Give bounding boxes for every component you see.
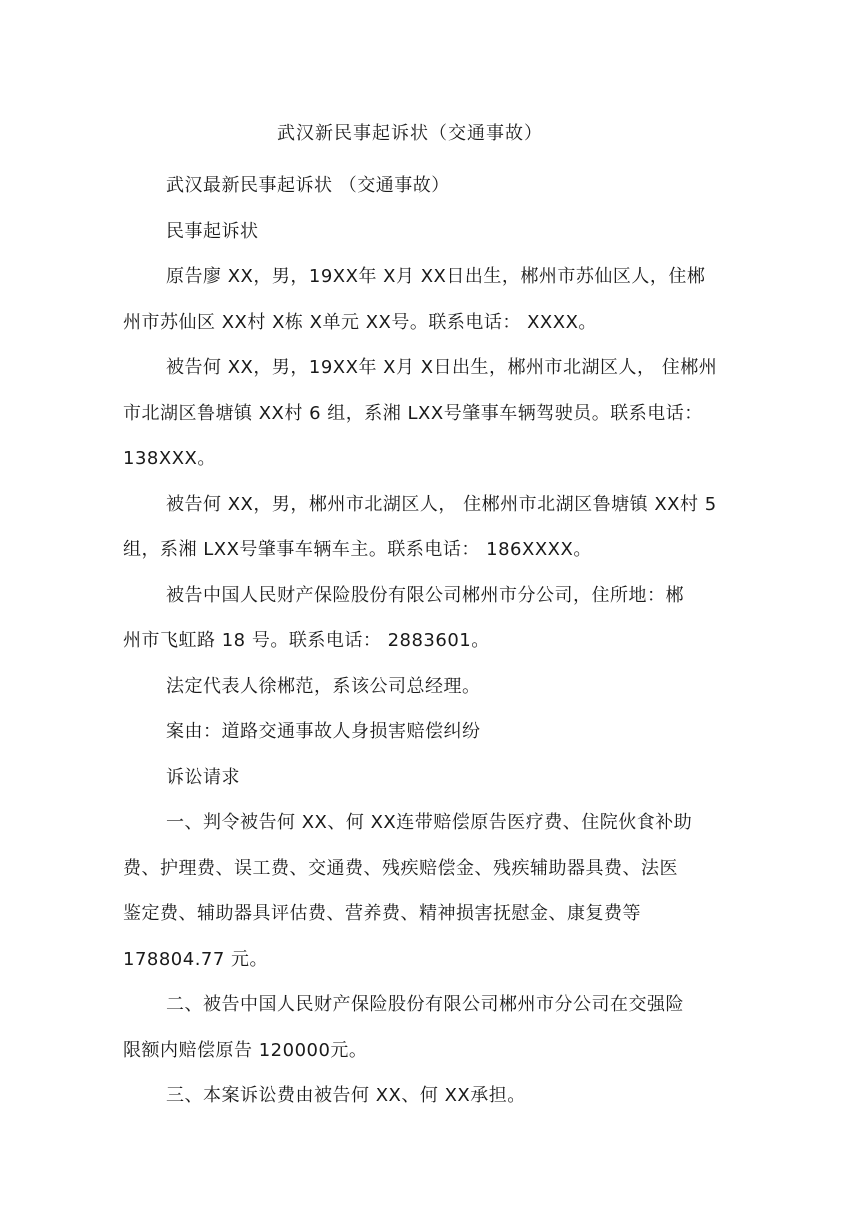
claim1-line-3: 鉴定费、辅助器具评估费、营养费、精神损害抚慰金、康复费等 xyxy=(123,903,641,924)
document-title: 武汉新民事起诉状（交通事故） xyxy=(277,123,543,144)
claim1-line-4: 178804.77 元。 xyxy=(123,949,269,970)
subtitle-line: 武汉最新民事起诉状 （交通事故） xyxy=(166,175,450,196)
heading-line: 民事起诉状 xyxy=(166,221,259,242)
legal-rep-line: 法定代表人徐郴范，系该公司总经理。 xyxy=(166,676,481,697)
claim2-line-2: 限额内赔偿原告 120000元。 xyxy=(123,1040,368,1061)
defendant2-line-1: 被告何 XX，男，郴州市北湖区人， 住郴州市北湖区鲁塘镇 XX村 5 xyxy=(166,494,717,515)
case-cause-line: 案由：道路交通事故人身损害赔偿纠纷 xyxy=(166,721,481,742)
claim3-line: 三、本案诉讼费由被告何 XX、何 XX承担。 xyxy=(166,1085,526,1106)
claim2-line-1: 二、被告中国人民财产保险股份有限公司郴州市分公司在交强险 xyxy=(166,994,684,1015)
defendant2-line-2: 组，系湘 LXX号肇事车辆车主。联系电话： 186XXXX。 xyxy=(123,539,592,560)
plaintiff-line-2: 州市苏仙区 XX村 X栋 X单元 XX号。联系电话： XXXX。 xyxy=(123,312,597,333)
claim1-line-1: 一、判令被告何 XX、何 XX连带赔偿原告医疗费、住院伙食补助 xyxy=(166,812,693,833)
defendant3-line-1: 被告中国人民财产保险股份有限公司郴州市分公司，住所地：郴 xyxy=(166,585,684,606)
claims-heading: 诉讼请求 xyxy=(166,767,240,788)
defendant1-line-3: 138XXX。 xyxy=(123,448,216,469)
claim1-line-2: 费、护理费、误工费、交通费、残疾赔偿金、残疾辅助器具费、法医 xyxy=(123,858,678,879)
defendant1-line-2: 市北湖区鲁塘镇 XX村 6 组，系湘 LXX号肇事车辆驾驶员。联系电话： xyxy=(123,403,703,424)
defendant1-line-1: 被告何 XX，男，19XX年 X月 X日出生，郴州市北湖区人， 住郴州 xyxy=(166,357,718,378)
plaintiff-line-1: 原告廖 XX，男，19XX年 X月 XX日出生，郴州市苏仙区人，住郴 xyxy=(166,266,706,287)
defendant3-line-2: 州市飞虹路 18 号。联系电话： 2883601。 xyxy=(123,630,490,651)
